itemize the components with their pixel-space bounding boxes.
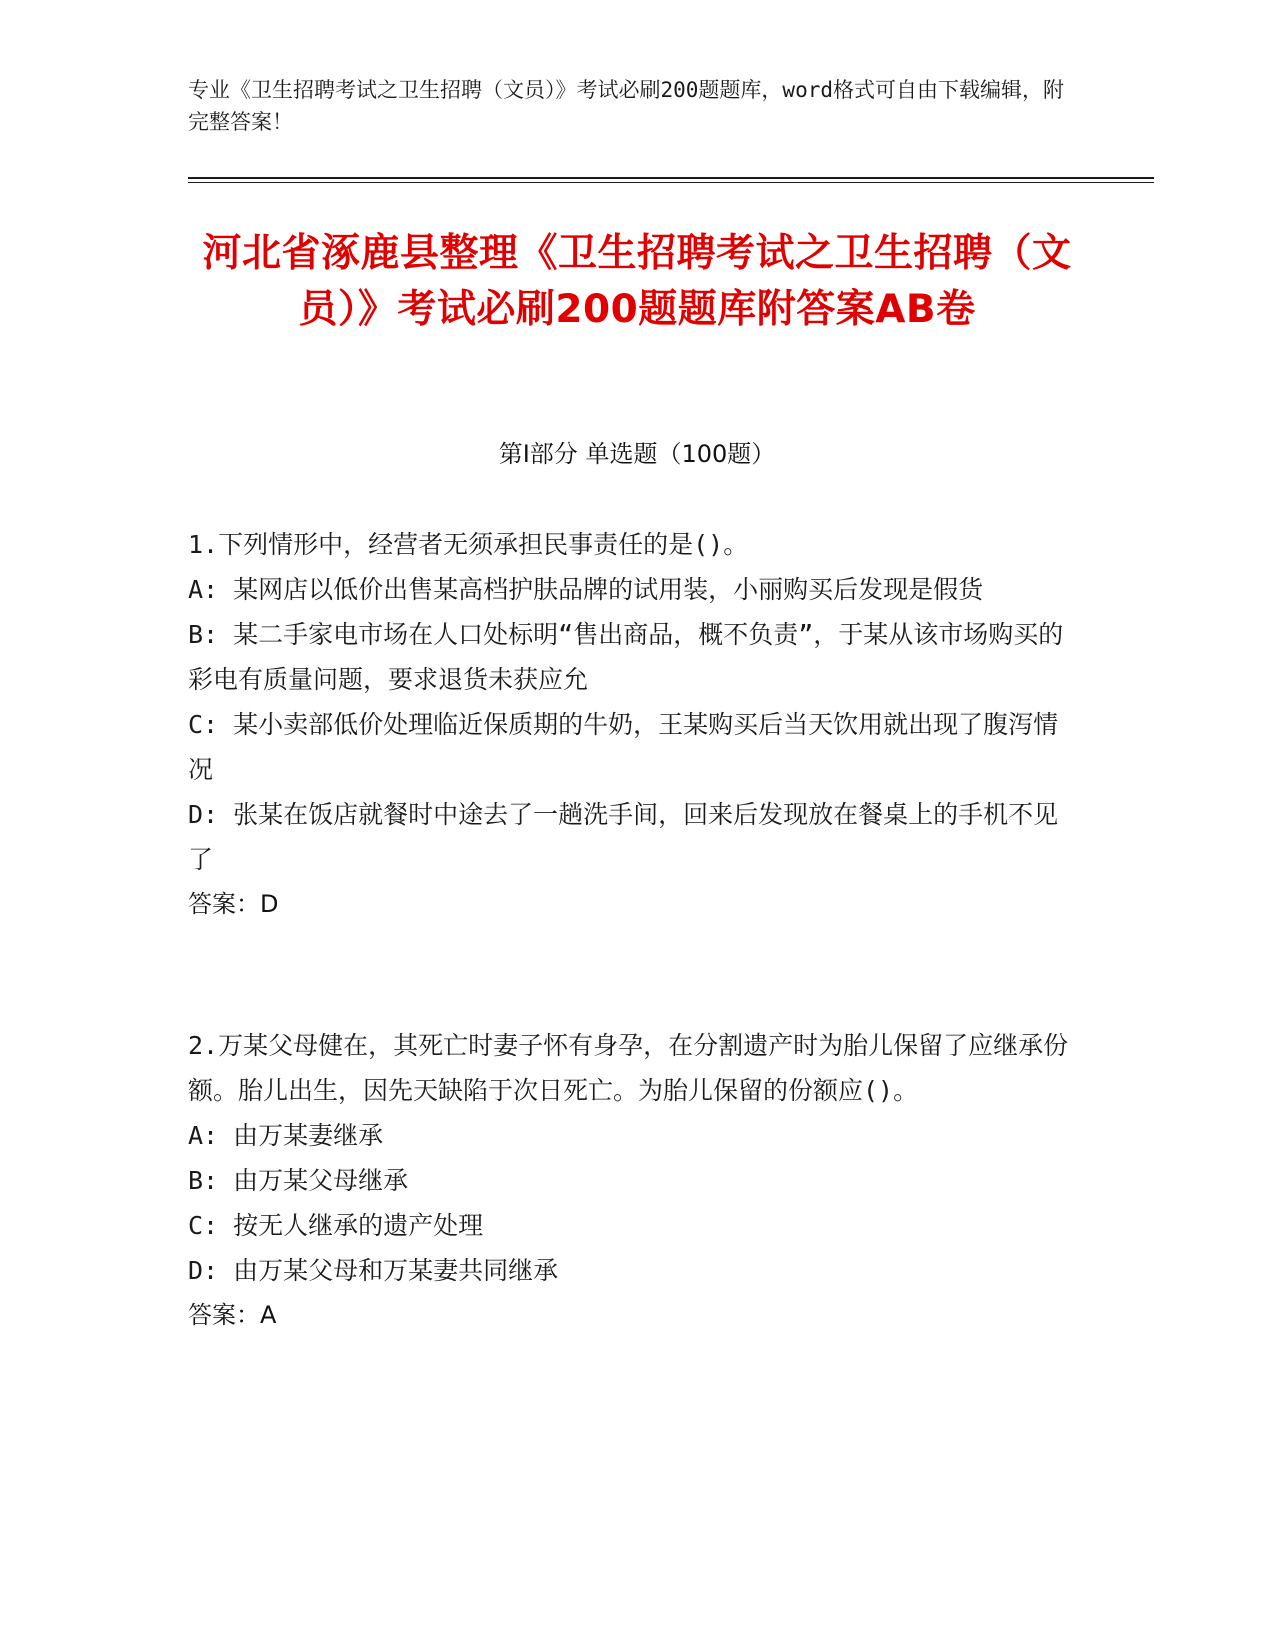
option-c: C: 某小卖部低价处理临近保质期的牛奶，王某购买后当天饮用就出现了腹泻情况 xyxy=(188,710,1059,784)
question-stem: 1.下列情形中，经营者无须承担民事责任的是()。 xyxy=(188,530,749,559)
header-divider-thick xyxy=(188,177,1154,179)
option-b: B: 由万某父母继承 xyxy=(188,1166,409,1195)
section-heading: 第I部分 单选题（100题） xyxy=(498,440,776,468)
option-c: C: 按无人继承的遗产处理 xyxy=(188,1211,484,1240)
question-2 xyxy=(188,1023,1078,1338)
header-divider-thin xyxy=(188,182,1154,183)
option-a: A: 某网店以低价出售某高档护肤品牌的试用装，小丽购买后发现是假货 xyxy=(188,575,984,604)
option-b: B: 某二手家电市场在人口处标明“售出商品，概不负责”，于某从该市场购买的彩电有质量问题，要求退货未获应允 xyxy=(188,620,1064,694)
header-note: 专业《卫生招聘考试之卫生招聘（文员）》考试必刷200题题库，word格式可自由下载编辑，附完整答案！ xyxy=(188,78,1064,134)
answer: 答案：A xyxy=(188,1301,277,1329)
option-a: A: 由万某妻继承 xyxy=(188,1121,384,1150)
document-title: 河北省涿鹿县整理《卫生招聘考试之卫生招聘（文员）》考试必刷200题题库附答案AB卷 xyxy=(202,231,1072,332)
option-d: D: 张某在饭店就餐时中途去了一趟洗手间，回来后发现放在餐桌上的手机不见了 xyxy=(188,800,1059,874)
question-1 xyxy=(188,522,1078,927)
option-d: D: 由万某父母和万某妻共同继承 xyxy=(188,1256,559,1285)
question-stem: 2.万某父母健在，其死亡时妻子怀有身孕，在分割遗产时为胎儿保留了应继承份额。胎儿出生，因先天缺陷于次日死亡。为胎儿保留的份额应()。 xyxy=(188,1031,1069,1105)
answer: 答案：D xyxy=(188,890,279,918)
